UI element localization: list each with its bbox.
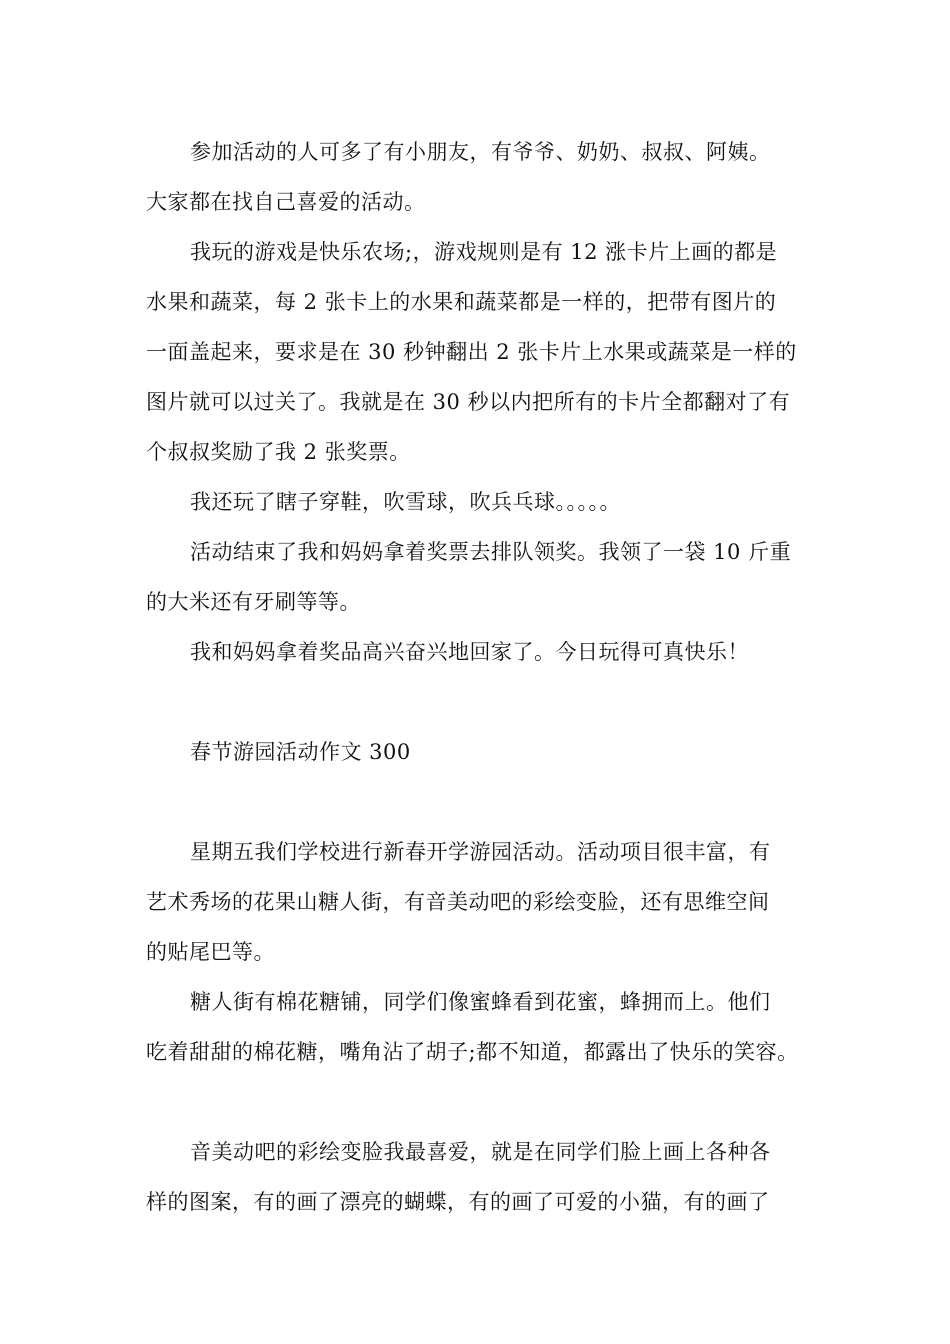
text-line: 大家都在找自己喜爱的活动。 bbox=[146, 190, 426, 214]
text-line: 活动结束了我和妈妈拿着奖票去排队领奖。我领了一袋 10 斤重 bbox=[190, 540, 792, 564]
text-line: 我玩的游戏是快乐农场;，游戏规则是有 12 涨卡片上画的都是 bbox=[190, 240, 778, 264]
text-line: 样的图案，有的画了漂亮的蝴蝶，有的画了可爱的小猫，有的画了 bbox=[146, 1190, 770, 1214]
text-line: 音美动吧的彩绘变脸我最喜爱，就是在同学们脸上画上各种各 bbox=[190, 1140, 771, 1164]
text-line: 艺术秀场的花果山糖人街，有音美动吧的彩绘变脸，还有思维空间 bbox=[146, 890, 770, 914]
text-line: 图片就可以过关了。我就是在 30 秒以内把所有的卡片全都翻对了有 bbox=[146, 390, 791, 414]
text-line: 一面盖起来，要求是在 30 秒钟翻出 2 张卡片上水果或蔬菜是一样的 bbox=[146, 340, 797, 364]
text-line: 水果和蔬菜，每 2 张卡上的水果和蔬菜都是一样的，把带有图片的 bbox=[146, 290, 777, 314]
text-line: 的贴尾巴等。 bbox=[146, 940, 275, 964]
text-line: 吃着甜甜的棉花糖，嘴角沾了胡子;都不知道，都露出了快乐的笑容。 bbox=[146, 1040, 799, 1064]
text-line: 参加活动的人可多了有小朋友，有爷爷、奶奶、叔叔、阿姨。 bbox=[190, 140, 771, 164]
section-title: 春节游园活动作文 300 bbox=[190, 740, 411, 764]
text-line: 的大米还有牙刷等等。 bbox=[146, 590, 361, 614]
text-line: 我和妈妈拿着奖品高兴奋兴地回家了。今日玩得可真快乐！ bbox=[190, 640, 749, 664]
text-line: 个叔叔奖励了我 2 张奖票。 bbox=[146, 440, 411, 464]
text-line: 我还玩了瞎子穿鞋，吹雪球，吹兵乓球。。。。。 bbox=[190, 490, 621, 514]
text-line: 星期五我们学校进行新春开学游园活动。活动项目很丰富，有 bbox=[190, 840, 771, 864]
text-line: 糖人街有棉花糖铺，同学们像蜜蜂看到花蜜，蜂拥而上。他们 bbox=[190, 990, 771, 1014]
